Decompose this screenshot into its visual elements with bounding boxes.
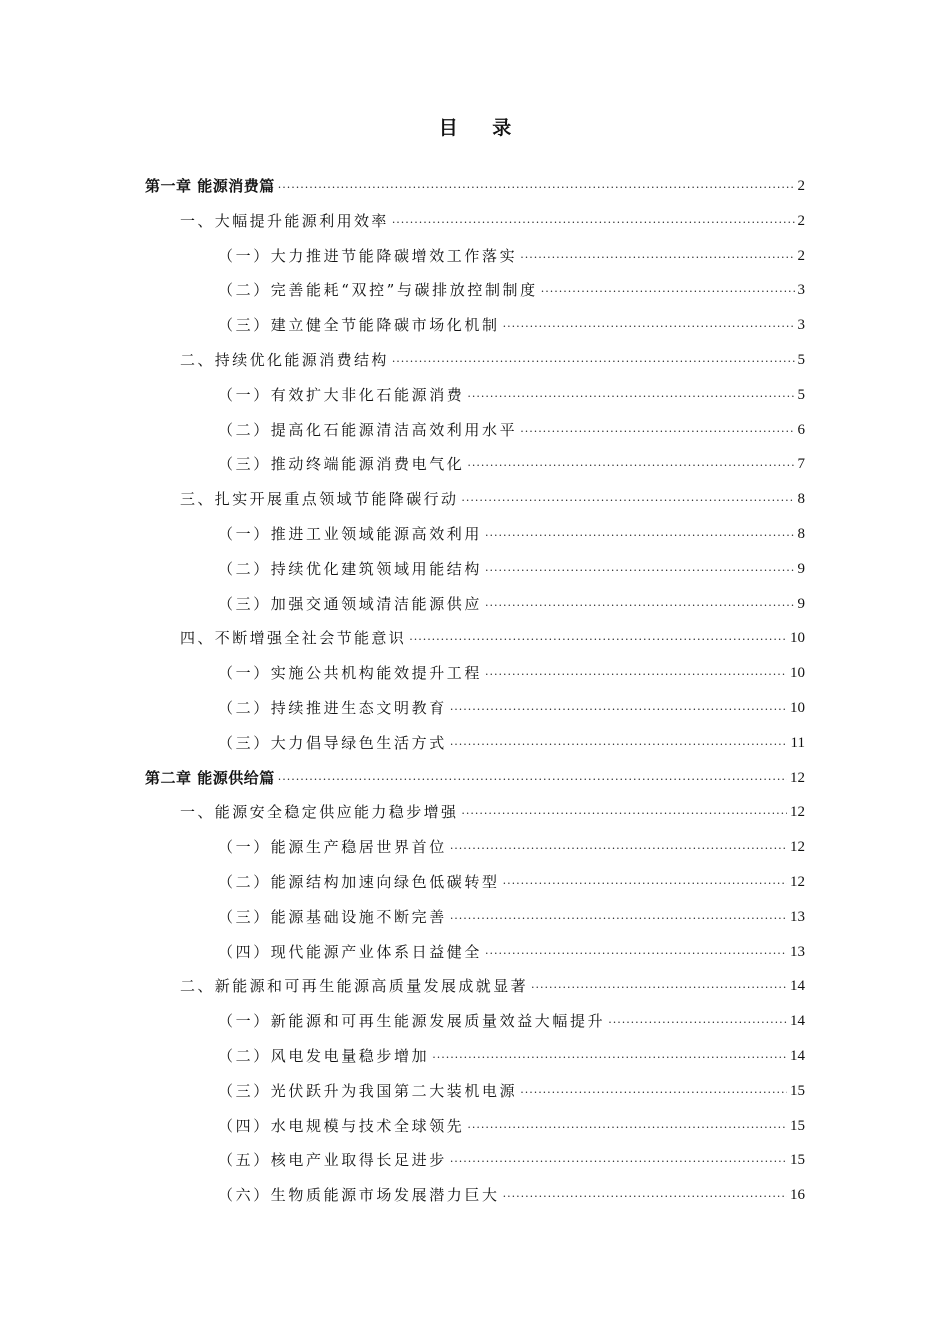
toc-dot-leader bbox=[461, 491, 794, 505]
toc-section-entry[interactable] bbox=[180, 205, 805, 231]
toc-dot-leader bbox=[541, 282, 795, 296]
toc-dot-leader bbox=[467, 387, 794, 401]
toc-chapter-entry[interactable] bbox=[145, 762, 805, 788]
toc-subsection-entry[interactable] bbox=[218, 692, 805, 718]
toc-page-number: 6 bbox=[797, 421, 805, 438]
toc-subsection-entry[interactable] bbox=[218, 831, 805, 857]
toc-entry-label: （二）完善能耗“双控”与碳排放控制制度 bbox=[218, 281, 538, 300]
toc-subsection-entry[interactable] bbox=[218, 1110, 805, 1136]
toc-dot-leader bbox=[450, 735, 788, 749]
toc-page-number: 13 bbox=[790, 908, 805, 925]
toc-subsection-entry[interactable] bbox=[218, 414, 805, 440]
toc-entry-label: （一）实施公共机构能效提升工程 bbox=[218, 664, 483, 683]
toc-page-number: 15 bbox=[790, 1117, 805, 1134]
toc-dot-leader bbox=[278, 770, 787, 784]
toc-dot-leader bbox=[409, 630, 787, 644]
toc-entry-label: （一）能源生产稳居世界首位 bbox=[218, 838, 447, 857]
toc-subsection-entry[interactable] bbox=[218, 1144, 805, 1170]
toc-dot-leader bbox=[467, 1118, 787, 1132]
toc-dot-leader bbox=[450, 909, 787, 923]
toc-entry-label: 二、新能源和可再生能源高质量发展成就显著 bbox=[180, 977, 529, 996]
toc-entry-label: （六）生物质能源市场发展潜力巨大 bbox=[218, 1186, 500, 1205]
toc-page-number: 10 bbox=[790, 630, 805, 647]
toc-dot-leader bbox=[392, 213, 795, 227]
toc-section-entry[interactable] bbox=[180, 483, 805, 509]
toc-page-number: 11 bbox=[790, 734, 805, 751]
toc-entry-label: （一）有效扩大非化石能源消费 bbox=[218, 385, 465, 404]
toc-entry-label: （三）光伏跃升为我国第二大装机电源 bbox=[218, 1081, 518, 1100]
page-title: 目 录 bbox=[438, 117, 526, 139]
toc-entry-label: （二）持续优化建筑领域用能结构 bbox=[218, 559, 483, 578]
toc-page-number: 13 bbox=[790, 943, 805, 960]
toc-page-number: 3 bbox=[797, 282, 805, 299]
toc-subsection-entry[interactable] bbox=[218, 1005, 805, 1031]
toc-entry-label: （一）推进工业领域能源高效利用 bbox=[218, 525, 483, 543]
toc-entry-label: 一、能源安全稳定供应能力稳步增强 bbox=[180, 803, 459, 822]
toc-page-number: 9 bbox=[797, 560, 805, 577]
toc-entry-label: （四）水电规模与技术全球领先 bbox=[218, 1116, 465, 1135]
toc-entry-label: （一）大力推进节能降碳增效工作落实 bbox=[218, 246, 518, 265]
toc-dot-leader bbox=[485, 944, 787, 958]
toc-page-number: 14 bbox=[790, 978, 805, 995]
toc-subsection-entry[interactable] bbox=[218, 1179, 805, 1205]
toc-page-number: 5 bbox=[797, 352, 805, 368]
toc-page-number: 2 bbox=[797, 247, 805, 264]
toc-section-entry[interactable] bbox=[180, 796, 805, 822]
toc-entry-label: （二）能源结构加速向绿色低碳转型 bbox=[218, 873, 500, 891]
toc-page-number: 16 bbox=[790, 1187, 805, 1204]
toc-page-number: 12 bbox=[790, 804, 805, 821]
toc-subsection-entry[interactable] bbox=[218, 866, 805, 892]
toc-subsection-entry[interactable] bbox=[218, 657, 805, 683]
toc-subsection-entry[interactable] bbox=[218, 379, 805, 405]
toc-dot-leader bbox=[450, 839, 787, 853]
toc-dot-leader bbox=[432, 1048, 787, 1062]
toc-subsection-entry[interactable] bbox=[218, 588, 805, 614]
toc-page-number: 3 bbox=[797, 317, 805, 334]
toc-page-number: 12 bbox=[790, 874, 805, 890]
toc-subsection-entry[interactable] bbox=[218, 240, 805, 266]
toc-entry-label: （五）核电产业取得长足进步 bbox=[218, 1151, 447, 1170]
toc-page-number: 2 bbox=[797, 178, 805, 194]
toc-entry-label: （三）建立健全节能降碳市场化机制 bbox=[218, 316, 500, 335]
toc-subsection-entry[interactable] bbox=[218, 1040, 805, 1066]
toc-dot-leader bbox=[485, 596, 794, 610]
toc-page-number: 14 bbox=[790, 1013, 805, 1030]
toc-entry-label: （三）推动终端能源消费电气化 bbox=[218, 455, 465, 474]
toc-dot-leader bbox=[392, 352, 795, 366]
toc-dot-leader bbox=[485, 561, 794, 575]
toc-page-number: 10 bbox=[790, 665, 805, 682]
toc-entry-label: （二）持续推进生态文明教育 bbox=[218, 699, 447, 717]
toc-dot-leader bbox=[503, 1187, 787, 1201]
toc-section-entry[interactable] bbox=[180, 970, 805, 996]
toc-dot-leader bbox=[503, 874, 787, 888]
toc-dot-leader bbox=[520, 422, 794, 436]
toc-subsection-entry[interactable] bbox=[218, 309, 805, 335]
toc-subsection-entry[interactable] bbox=[218, 727, 805, 753]
toc-subsection-entry[interactable] bbox=[218, 936, 805, 962]
toc-dot-leader bbox=[608, 1013, 787, 1027]
toc-dot-leader bbox=[520, 1083, 787, 1097]
toc-page-number: 14 bbox=[790, 1048, 805, 1064]
toc-page-number: 15 bbox=[790, 1082, 805, 1099]
toc-subsection-entry[interactable] bbox=[218, 274, 805, 300]
toc-entry-label: 一、大幅提升能源利用效率 bbox=[180, 211, 389, 230]
toc-entry-label: 三、扎实开展重点领域节能降碳行动 bbox=[180, 490, 459, 509]
toc-entry-label: 二、持续优化能源消费结构 bbox=[180, 351, 389, 369]
toc-subsection-entry[interactable] bbox=[218, 553, 805, 579]
toc-entry-label: 四、不断增强全社会节能意识 bbox=[180, 629, 407, 648]
toc-dot-leader bbox=[450, 700, 787, 714]
toc-dot-leader bbox=[503, 317, 795, 331]
toc-dot-leader bbox=[278, 178, 795, 192]
toc-entry-label: 第一章 能源消费篇 bbox=[145, 177, 275, 195]
toc-dot-leader bbox=[450, 1152, 787, 1166]
toc-page-number: 8 bbox=[797, 491, 805, 508]
toc-dot-leader bbox=[520, 248, 794, 262]
toc-section-entry[interactable] bbox=[180, 622, 805, 648]
toc-page-number: 12 bbox=[790, 839, 805, 856]
toc-entry-label: （一）新能源和可再生能源发展质量效益大幅提升 bbox=[218, 1012, 606, 1031]
toc-page-number: 10 bbox=[790, 700, 805, 716]
toc-entry-label: （三）能源基础设施不断完善 bbox=[218, 907, 447, 926]
toc-dot-leader bbox=[461, 804, 787, 818]
toc-entry-label: （三）大力倡导绿色生活方式 bbox=[218, 733, 447, 752]
toc-page-number: 8 bbox=[797, 526, 805, 542]
toc-dot-leader bbox=[485, 526, 794, 540]
toc-subsection-entry[interactable] bbox=[218, 901, 805, 927]
toc-entry-label: （四）现代能源产业体系日益健全 bbox=[218, 942, 483, 961]
toc-chapter-entry[interactable] bbox=[145, 170, 805, 196]
toc-subsection-entry[interactable] bbox=[218, 448, 805, 474]
toc-dot-leader bbox=[467, 456, 794, 470]
toc-page-number: 5 bbox=[797, 386, 805, 403]
toc-page-number: 15 bbox=[790, 1152, 805, 1169]
toc-subsection-entry[interactable] bbox=[218, 1075, 805, 1101]
toc-page-number: 7 bbox=[797, 456, 805, 473]
toc-page-number: 9 bbox=[797, 595, 805, 612]
toc-entry-label: （二）提高化石能源清洁高效利用水平 bbox=[218, 420, 518, 439]
toc-entry-label: 第二章 能源供给篇 bbox=[145, 768, 275, 787]
toc-entry-label: （二）风电发电量稳步增加 bbox=[218, 1047, 430, 1065]
toc-subsection-entry[interactable] bbox=[218, 518, 805, 544]
toc-page-number: 12 bbox=[790, 769, 805, 786]
toc-page-number: 2 bbox=[797, 212, 805, 229]
toc-dot-leader bbox=[531, 978, 787, 992]
toc-dot-leader bbox=[485, 665, 787, 679]
toc-entry-label: （三）加强交通领域清洁能源供应 bbox=[218, 594, 483, 613]
toc-section-entry[interactable] bbox=[180, 344, 805, 370]
